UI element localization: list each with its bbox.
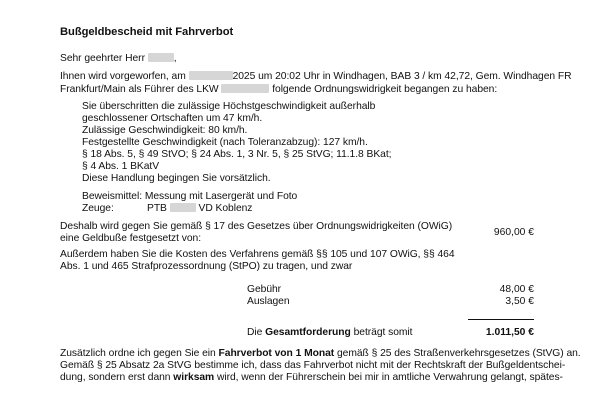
redacted-plate (221, 84, 269, 93)
intro-line-1 (60, 71, 572, 83)
ban-text-1c: gemäß § 25 des Straßenverkehrsgesetzes (StVG) an. (336, 348, 581, 359)
offense-line: Sie überschritten die zulässige Höchstgeschwindigkeit außerhalb (82, 101, 376, 112)
ban-line-2: Gemäß § 25 Absatz 2a StVG bestimme ich, dass das Fahrverbot nicht mit der Rechtskraft der Bußgeldentschei- (60, 360, 566, 371)
sum-divider (468, 319, 534, 320)
salutation (60, 53, 177, 65)
offense-line: Festgestellte Geschwindigkeit (nach Toleranzabzug): 127 km/h. (82, 137, 368, 148)
witness-prefix: PTB (147, 203, 167, 214)
witness-suffix: VD Koblenz (198, 203, 253, 214)
total-amount: 1.011,50 € (485, 327, 534, 338)
offense-line: § 18 Abs. 5, § 49 StVO; § 24 Abs. 1, 3 Nr. 5, § 25 StVG; 11.1.8 BKat; (82, 149, 392, 160)
ban-duration: Fahrverbot von 1 Monat (218, 348, 335, 359)
total-line (247, 327, 412, 339)
redacted-name (148, 53, 174, 62)
redacted-date (189, 71, 233, 80)
ban-line-3 (60, 372, 563, 384)
fine-line-1: Deshalb wird gegen Sie gemäß § 17 des Gesetzes über Ordnungswidrigkeiten (OWiG) (60, 221, 453, 232)
intro-text-1a: Ihnen wird vorgeworfen, am (60, 71, 186, 82)
offense-line: § 4 Abs. 1 BKatV (82, 161, 160, 172)
fine-line-2: eine Geldbuße festgesetzt von: (60, 233, 202, 244)
cost-item-amount: 48,00 € (499, 284, 534, 295)
ban-effective: wirksam (173, 372, 215, 383)
cost-item-label: Gebühr (247, 284, 282, 295)
salutation-prefix: Sehr geehrter Herr (60, 53, 145, 64)
intro-text-1b: 2025 um 20:02 Uhr in Windhagen, BAB 3 / km 42,72, Gem. Windhagen FR (232, 71, 572, 82)
costs-line-2: Abs. 1 und 465 Strafprozessordnung (StPO) zu tragen, und zwar (60, 261, 353, 272)
witness-line (82, 203, 114, 215)
ban-line-1 (60, 348, 581, 360)
costs-line-1: Außerdem haben Sie die Kosten des Verfahrens gemäß §§ 105 und 107 OWiG, §§ 464 (60, 249, 455, 260)
redacted-witness (170, 203, 196, 212)
evidence-line (82, 191, 297, 203)
total-suffix: beträgt somit (353, 327, 413, 338)
salutation-suffix: , (173, 53, 177, 64)
cost-item-amount: 3,50 € (505, 296, 534, 307)
evidence-label: Beweismittel: (82, 191, 143, 202)
offense-line: geschlossener Ortschaften um 47 km/h. (82, 113, 263, 124)
total-label: Gesamtforderung (265, 327, 351, 338)
witness-value (147, 203, 252, 215)
ban-text-3a: dung, sondern erst dann (60, 372, 171, 383)
ban-text-1a: Zusätzlich ordne ich gegen Sie ein (60, 348, 216, 359)
intro-line-2 (60, 84, 497, 96)
offense-line: Diese Handlung begingen Sie vorsätzlich. (82, 173, 271, 184)
intro-text-2b: folgende Ordnungswidrigkeit begangen zu haben: (272, 84, 498, 95)
intro-text-2a: Frankfurt/Main als Führer des LKW (60, 84, 219, 95)
fine-amount: 960,00 € (493, 227, 534, 238)
evidence-value: Messung mit Lasergerät und Foto (144, 191, 298, 202)
witness-label: Zeuge: (82, 203, 114, 214)
offense-line: Zulässige Geschwindigkeit: 80 km/h. (82, 125, 248, 136)
ban-text-3c: wird, wenn der Führerschein bei mir in amtliche Verwahrung gelangt, spätes- (216, 372, 563, 383)
total-prefix: Die (247, 327, 263, 338)
cost-item-label: Auslagen (247, 296, 290, 307)
page-title: Bußgeldbescheid mit Fahrverbot (60, 26, 234, 38)
